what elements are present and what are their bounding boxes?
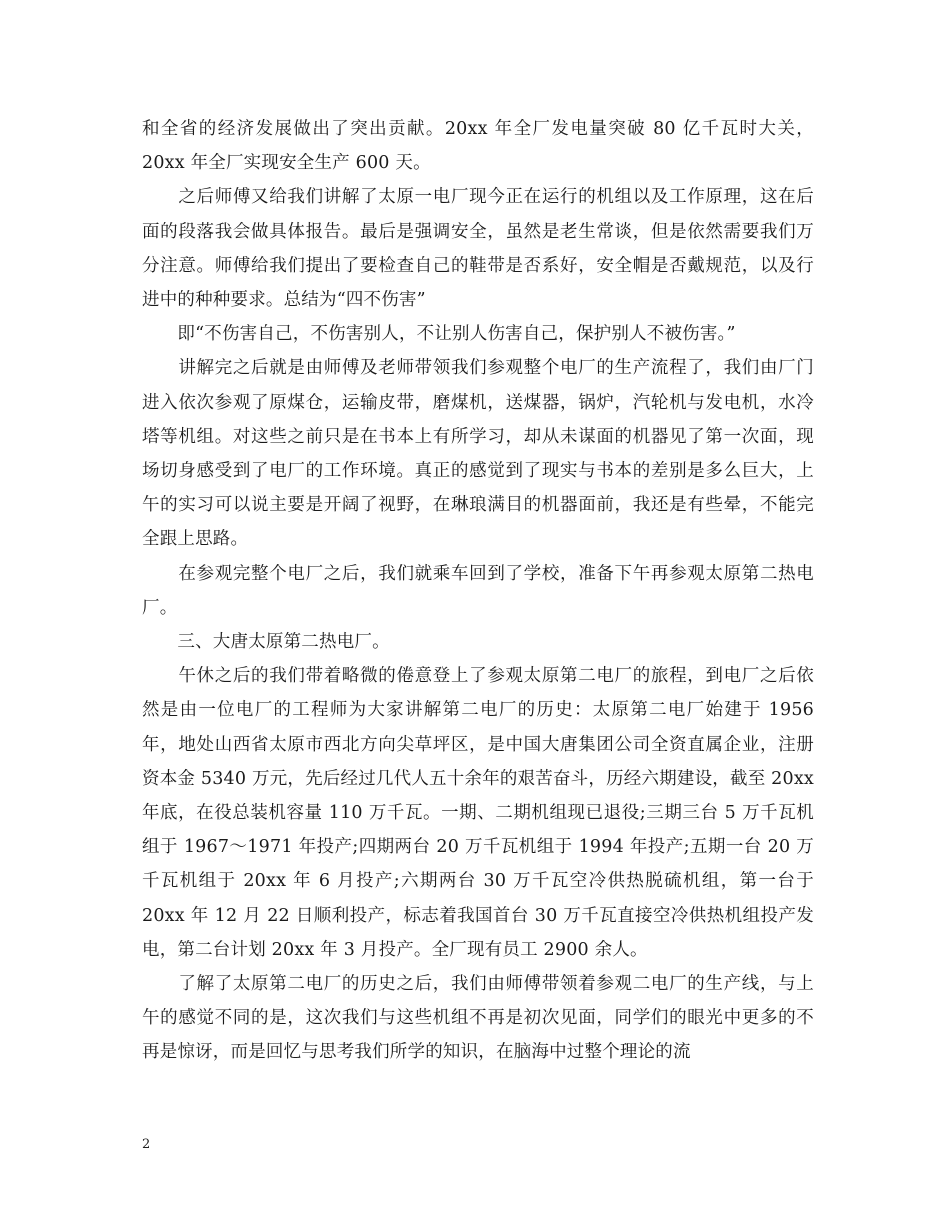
section-heading: 三、大唐太原第二热电厂。 — [142, 632, 390, 653]
paragraph-2: 之后师傅又给我们讲解了太原一电厂现今正在运行的机组以及工作原理，这在后面的段落我会做具体报告。最后是强调安全，虽然是老生常谈，但是依然需要我们万分注意。师傅给我们提出了要检查自己的鞋带是否系好，安全帽是否戴规范，以及行进中的种种要求。总结为“四不伤害” — [142, 187, 814, 311]
paragraph-4: 讲解完之后就是由师傅及老师带领我们参观整个电厂的生产流程了，我们由厂门进入依次参观了原煤仓，运输皮带，磨煤机，送煤器，锅炉，汽轮机与发电机，水冷塔等机组。对这些之前只是在书本上有所学习，却从未谋面的机器见了第一次面，现场切身感受到了电厂的工作环境。真正的感觉到了现实与书本的差别是多么巨大，上午的实习可以说主要是开阔了视野，在琳琅满目的机器面前，我还是有些晕，不能完全跟上思路。 — [142, 358, 814, 550]
paragraph-7: 午休之后的我们带着略微的倦意登上了参观太原第二电厂的旅程，到电厂之后依然是由一位电厂的工程师为大家讲解第二电厂的历史：太原第二电厂始建于 1956 年，地处山西省太原市西北方向尖草坪区，是中国大唐集团公司全资直属企业，注册资本金 5340 万元，先后经过几代人五十余年的艰苦奋斗，历经六期建设，截至 20xx 年底，在役总装机容量 110 万千瓦。一期、二期机组现已退役;三期三台 5 万千瓦机组于 1967～1971 年投产;四期两台 20 万千瓦机组于 1994 年投产;五期一台 20 万千瓦机组于 20xx 年 6 月投产;六期两台 30 万千瓦空冷供热脱硫机组，第一台于 20xx 年 12 月 22 日顺利投产，标志着我国首台 30 万千瓦直接空冷供热机组投产发电，第二台计划 20xx 年 3 月投产。全厂现有员工 2900 余人。 — [142, 666, 814, 960]
paragraph-5: 在参观完整个电厂之后，我们就乘车回到了学校，准备下午再参观太原第二热电厂。 — [142, 563, 814, 618]
paragraph-1: 和全省的经济发展做出了突出贡献。20xx 年全厂发电量突破 80 亿千瓦时大关，20xx 年全厂实现安全生产 600 天。 — [142, 119, 814, 174]
paragraph-3: 即“不伤害自己，不伤害别人，不让别人伤害自己，保护别人不被伤害。” — [142, 324, 736, 345]
body-text — [142, 112, 814, 1070]
paragraph-8: 了解了太原第二电厂的历史之后，我们由师傅带领着参观二电厂的生产线，与上午的感觉不同的是，这次我们与这些机组不再是初次见面，同学们的眼光中更多的不再是惊讶，而是回忆与思考我们所学的知识，在脑海中过整个理论的流 — [142, 974, 814, 1063]
page-number: 2 — [142, 1137, 151, 1152]
